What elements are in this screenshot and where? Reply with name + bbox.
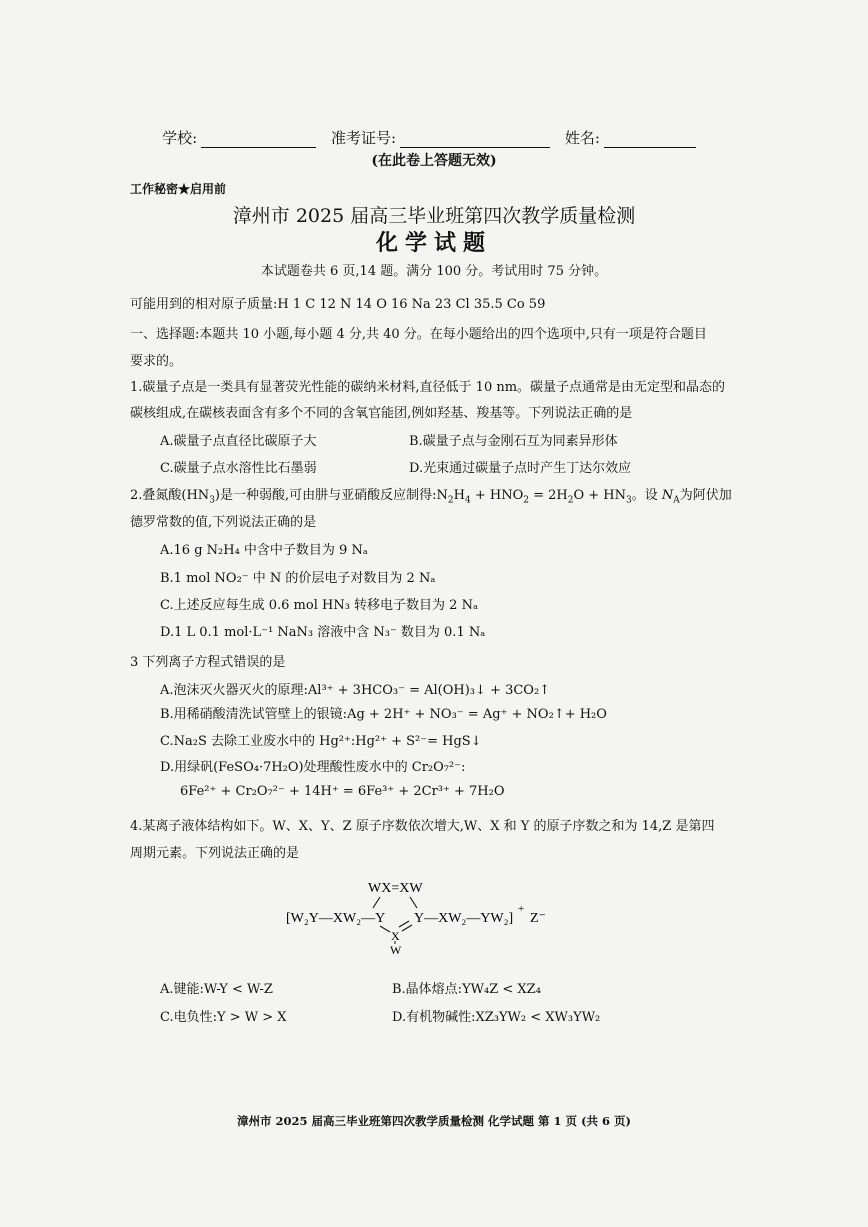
exam-info: 本试题卷共 6 页,14 题。满分 100 分。考试用时 75 分钟。 xyxy=(260,264,608,279)
q2-stem-cont: 德罗常数的值,下列说法正确的是 xyxy=(130,515,317,530)
q1-stem-cont: 碳核组成,在碳核表面含有多个不同的含氧官能团,例如羟基、羧基等。下列说法正确的是 xyxy=(130,406,633,421)
q2-option-d[interactable]: D.1 L 0.1 mol·L⁻¹ NaN₃ 溶液中含 N₃⁻ 数目为 0.1 Nₐ xyxy=(160,625,486,640)
atomic-masses: 可能用到的相对原子质量:H 1 C 12 N 14 O 16 Na 23 Cl 35.5 Co 59 xyxy=(130,297,546,312)
exam-title: 漳州市 2025 届高三毕业班第四次教学质量检测 xyxy=(232,205,636,227)
name-label: 姓名: xyxy=(564,129,600,147)
q2-option-c[interactable]: C.上述反应每生成 0.6 mol HN₃ 转移电子数目为 2 Nₐ xyxy=(160,598,478,613)
q4-option-b[interactable]: B.晶体熔点:YW₄Z < XZ₄ xyxy=(392,982,541,997)
q2-stem: 2.叠氮酸$(HN_3)$是一种弱酸,可由肼与亚硝酸反应制得$:N_2H_4 + HNO_2 = 2H_2O + HN_3$。设 $N_A$为阿伏加 xyxy=(130,488,732,506)
cation-charge: + xyxy=(518,903,525,915)
ring-bottom-x: X xyxy=(391,929,400,943)
q2-option-b[interactable]: B.1 mol NO₂⁻ 中 N 的价层电子对数目为 2 Nₐ xyxy=(160,571,436,586)
confidential-label: 工作秘密★启用前 xyxy=(130,182,227,196)
q3-option-a[interactable]: A.泡沫灭火器灭火的原理:Al³⁺ + 3HCO₃⁻ = Al(OH)₃↓ + 3CO₂↑ xyxy=(160,683,551,698)
q4-option-a[interactable]: A.键能:W-Y < W-Z xyxy=(160,982,273,997)
q1-option-c[interactable]: C.碳量子点水溶性比石墨弱 xyxy=(160,461,317,476)
section-instructions-cont: 要求的。 xyxy=(130,354,183,369)
section-instructions: 一、选择题:本题共 10 小题,每小题 4 分,共 40 分。在每小题给出的四个选项中,只有一项是符合题目 xyxy=(130,327,707,342)
q3-option-d[interactable]: D.用绿矾(FeSO₄·7H₂O)处理酸性废水中的 Cr₂O₇²⁻: xyxy=(160,760,466,775)
exam-number-label: 准考证号: xyxy=(330,129,397,147)
q1-option-b[interactable]: B.碳量子点与金刚石互为同素异形体 xyxy=(409,434,618,449)
exam-number-blank xyxy=(400,131,550,148)
ring-top-group: WX=XW xyxy=(368,881,423,896)
q3-option-c[interactable]: C.Na₂S 去除工业废水中的 Hg²⁺:Hg²⁺ + S²⁻= HgS↓ xyxy=(160,734,482,749)
q3-stem: 3 下列离子方程式错误的是 xyxy=(130,655,286,670)
candidate-info-line xyxy=(0,127,868,148)
name-blank xyxy=(604,131,696,148)
page-footer: 漳州市 2025 届高三毕业班第四次教学质量检测 化学试题 第 1 页 (共 6 页) xyxy=(237,1114,631,1128)
q3-option-b[interactable]: B.用稀硝酸清洗试管壁上的银镜:Ag + 2H⁺ + NO₃⁻ = Ag⁺ + NO₂↑+ H₂O xyxy=(160,707,607,722)
ionic-liquid-structure xyxy=(280,876,580,956)
q3-option-d-equation: 6Fe²⁺ + Cr₂O₇²⁻ + 14H⁺ = 6Fe³⁺ + 2Cr³⁺ + 7H₂O xyxy=(180,784,505,799)
right-substituent: Y—XW₂—YW₂] xyxy=(414,911,514,926)
q4-stem: 4.某离子液体结构如下。W、X、Y、Z 原子序数依次增大,W、X 和 Y 的原子序数之和为 14,Z 是第四 xyxy=(130,819,715,834)
q1-option-a[interactable]: A.碳量子点直径比碳原子大 xyxy=(160,434,317,449)
invalid-answer-notice: (在此卷上答题无效) xyxy=(371,153,497,169)
q4-stem-cont: 周期元素。下列说法正确的是 xyxy=(130,846,300,861)
q4-option-d[interactable]: D.有机物碱性:XZ₃YW₂ < XW₃YW₂ xyxy=(392,1010,601,1025)
school-blank xyxy=(201,131,316,148)
q4-option-c[interactable]: C.电负性:Y > W > X xyxy=(160,1010,287,1025)
left-substituent: [W₂Y—XW₂—Y xyxy=(286,911,386,926)
school-label: 学校: xyxy=(162,129,198,147)
q1-stem: 1.碳量子点是一类具有显著荧光性能的碳纳米材料,直径低于 10 nm。碳量子点通常是由无定型和晶态的 xyxy=(130,380,726,395)
ring-bottom-w: W xyxy=(390,943,402,956)
anion-label: Z⁻ xyxy=(530,911,546,926)
subject-title: 化学试题 xyxy=(375,230,492,256)
q2-option-a[interactable]: A.16 g N₂H₄ 中含中子数目为 9 Nₐ xyxy=(160,543,368,558)
q1-option-d[interactable]: D.光束通过碳量子点时产生丁达尔效应 xyxy=(409,461,632,476)
